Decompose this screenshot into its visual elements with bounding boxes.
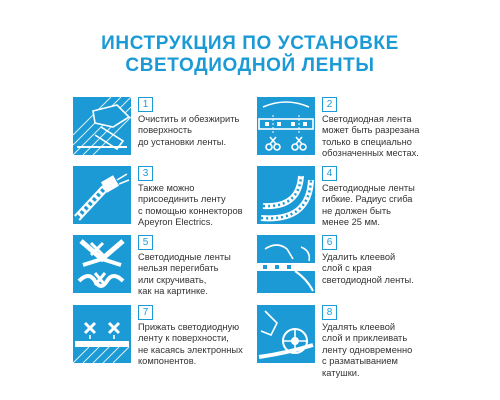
- page-title-line-1: ИНСТРУКЦИЯ ПО УСТАНОВКЕ: [101, 33, 399, 54]
- step-number: 7: [138, 305, 153, 320]
- step-number: 3: [138, 166, 153, 181]
- step-description: Светодиодные ленты нельзя перегибать или скручивать, как на картинке.: [138, 252, 231, 297]
- step-number: 6: [322, 235, 337, 250]
- step-8: [257, 305, 487, 378]
- press-strip-icon: [73, 305, 131, 363]
- no-twist-no-fold-icon: [73, 235, 131, 293]
- step-2: [257, 97, 487, 159]
- unwind-reel-icon: [257, 305, 315, 363]
- step-description: Удалять клеевой слой и приклеивать ленту одновременно с разматыванием катушки.: [322, 322, 413, 378]
- bent-strip-icon: [257, 166, 315, 224]
- step-number: 4: [322, 166, 337, 181]
- step-6: [257, 235, 487, 297]
- page-title-line-2: СВЕТОДИОДНОЙ ЛЕНТЫ: [125, 55, 375, 76]
- step-description: Светодиодная лента может быть разрезана только в специально обозначенных местах.: [322, 114, 420, 159]
- step-description: Удалить клеевой слой с края светодиодной ленты.: [322, 252, 414, 285]
- step-number: 2: [322, 97, 337, 112]
- step-number: 5: [138, 235, 153, 250]
- step-number: 8: [322, 305, 337, 320]
- step-number: 1: [138, 97, 153, 112]
- peel-adhesive-icon: [257, 235, 315, 293]
- step-description: Очистить и обезжирить поверхность до установки ленты.: [138, 114, 240, 147]
- step-4: [257, 166, 487, 228]
- hand-cleaning-surface-icon: [73, 97, 131, 155]
- scissors-cut-marks-icon: [257, 97, 315, 155]
- step-description: Светодиодные ленты гибкие. Радиус сгиба не должен быть менее 25 мм.: [322, 183, 415, 228]
- step-description: Прижать светодиодную ленту к поверхности, не касаясь электронных компонентов.: [138, 322, 243, 367]
- strip-connector-icon: [73, 166, 131, 224]
- step-description: Также можно присоединить ленту с помощью коннекторов Apeyron Electrics.: [138, 183, 243, 228]
